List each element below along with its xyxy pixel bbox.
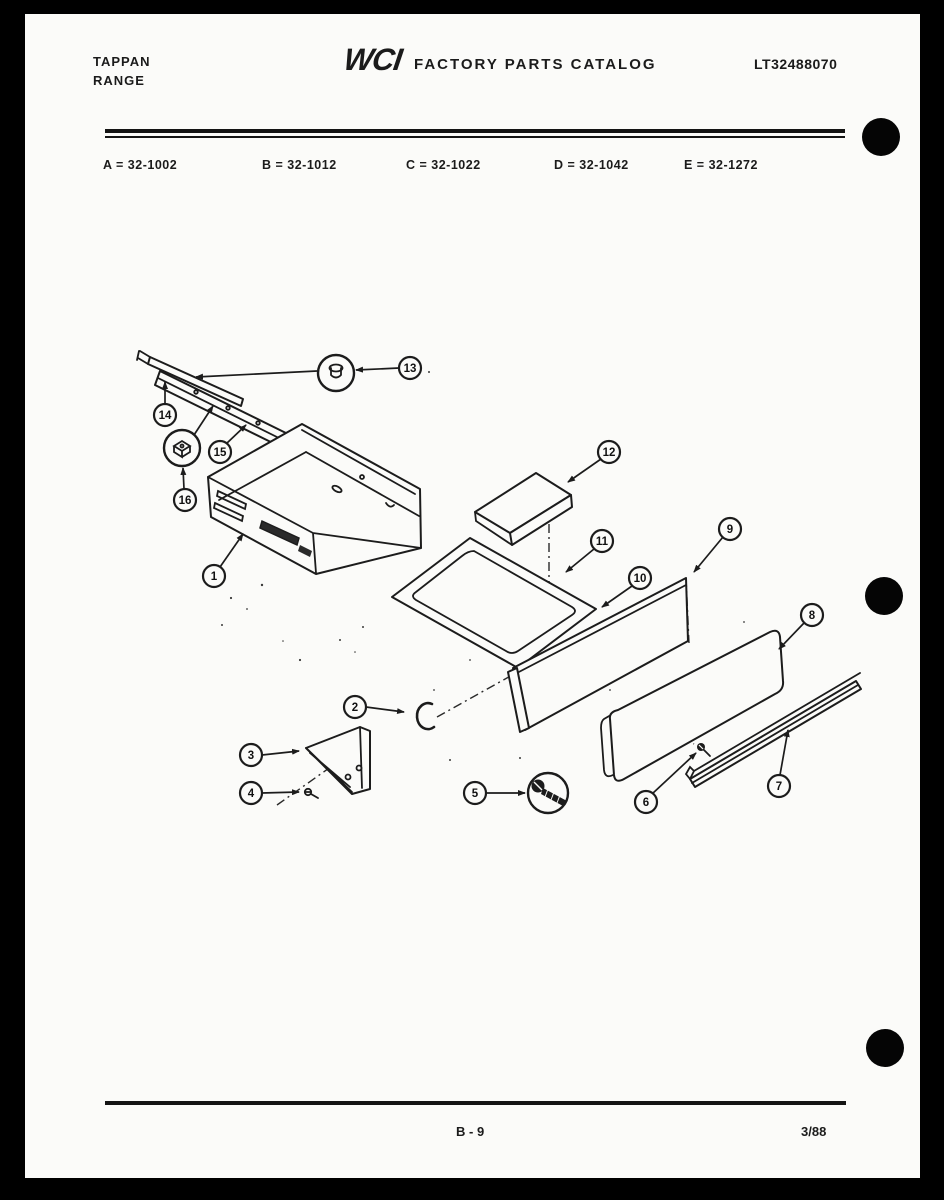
callout-balloon-5 xyxy=(464,782,486,804)
svg-text:10: 10 xyxy=(633,573,647,585)
model-ref-b: B = 32-1012 xyxy=(262,158,337,172)
svg-text:15: 15 xyxy=(213,447,227,459)
part-retainer-clip xyxy=(417,703,434,729)
part-drawer-body xyxy=(208,424,421,574)
catalog-title: FACTORY PARTS CATALOG xyxy=(414,56,657,73)
callout-balloon-6 xyxy=(635,791,657,813)
model-ref-c: C = 32-1022 xyxy=(406,158,481,172)
callout-balloon-14 xyxy=(154,404,176,426)
svg-text:9: 9 xyxy=(726,524,734,536)
callout-balloon-10 xyxy=(629,567,651,589)
model-ref-e: E = 32-1272 xyxy=(684,158,758,172)
callout-balloon-7 xyxy=(768,775,790,797)
model-ref-d: D = 32-1042 xyxy=(554,158,629,172)
footer-page-number: B - 9 xyxy=(456,1124,485,1139)
callout-balloon-13 xyxy=(399,357,421,379)
svg-text:14: 14 xyxy=(158,410,172,422)
wci-logo: WCI xyxy=(341,42,404,77)
callout-balloon-8 xyxy=(801,604,823,626)
footer-date-code: 3/88 xyxy=(801,1124,827,1139)
part-screw-4 xyxy=(305,789,318,798)
brand-line-1: TAPPAN xyxy=(93,54,151,69)
part-screw-6 xyxy=(697,743,710,756)
document-number: LT32488070 xyxy=(754,56,838,72)
svg-text:16: 16 xyxy=(178,495,192,507)
callout-balloon-3 xyxy=(240,744,262,766)
svg-text:1: 1 xyxy=(210,571,218,583)
punch-hole-bottom xyxy=(866,1029,904,1067)
callout-balloon-16 xyxy=(174,489,196,511)
callout-balloon-4 xyxy=(240,782,262,804)
svg-text:7: 7 xyxy=(775,781,783,793)
part-corner-bracket xyxy=(306,727,370,794)
callout-balloon-2 xyxy=(344,696,366,718)
screw-detail-circle xyxy=(528,773,568,813)
svg-text:3: 3 xyxy=(247,750,255,762)
model-ref-a: A = 32-1002 xyxy=(103,158,178,172)
brand-line-2: RANGE xyxy=(93,73,145,88)
punch-hole-middle xyxy=(865,577,903,615)
svg-text:4: 4 xyxy=(247,788,255,800)
callout-balloon-9 xyxy=(719,518,741,540)
svg-text:11: 11 xyxy=(595,536,609,548)
part-cover-plate xyxy=(475,473,572,545)
callout-balloon-12 xyxy=(598,441,620,463)
svg-text:13: 13 xyxy=(403,363,417,375)
svg-text:5: 5 xyxy=(471,788,479,800)
punch-hole-top xyxy=(862,118,900,156)
callout-balloon-15 xyxy=(209,441,231,463)
svg-text:6: 6 xyxy=(642,797,650,809)
callout-balloon-1 xyxy=(203,565,225,587)
svg-text:8: 8 xyxy=(808,610,816,622)
svg-text:12: 12 xyxy=(602,447,616,459)
grommet-detail-circle xyxy=(196,355,354,391)
callout-balloon-11 xyxy=(591,530,613,552)
svg-text:2: 2 xyxy=(351,702,359,714)
